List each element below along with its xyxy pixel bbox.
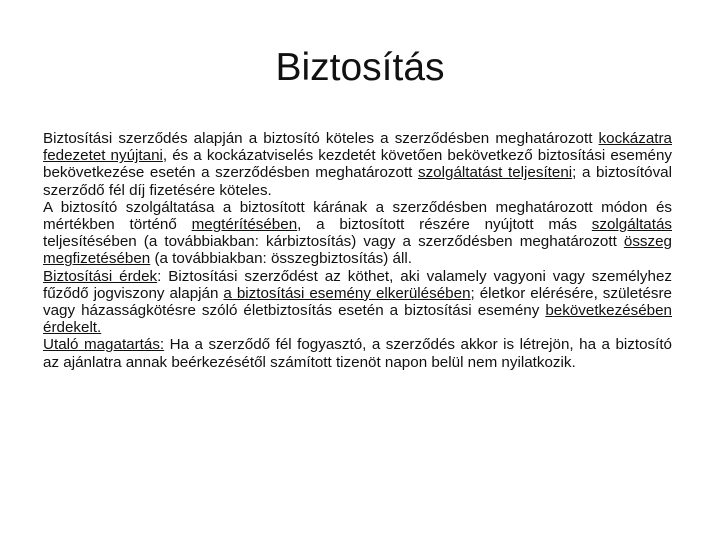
text-segment: teljesítésében (a továbbiakban: kárbiztosítás) vagy a szerződésben meghatározott	[43, 233, 624, 251]
underlined-term: megtérítésében	[191, 216, 298, 234]
text-segment: , a biztosított részére nyújtott más	[297, 216, 592, 234]
underlined-term: szolgáltatás	[591, 216, 672, 234]
paragraph-3	[43, 268, 672, 337]
underlined-term: szolgáltatást teljesíteni	[417, 164, 573, 182]
underlined-term: bekövetkezésében érdekelt.	[43, 302, 672, 337]
slide-title: Biztosítás	[275, 46, 445, 89]
paragraph-1	[43, 130, 672, 199]
text-segment: Ha a szerződő fél fogyasztó, a szerződés akkor is létrejön, ha a biztosító az ajánlatra annak beérkezésétől számított tizenöt napon belül nem nyilatkozik.	[43, 336, 673, 371]
slide-body	[43, 130, 672, 371]
underlined-term: Biztosítási érdek	[43, 267, 158, 285]
text-segment: , és a kockázatviselés kezdetét követően bekövetkező biztosítási esemény bekövetkezése esetén a szerződésben meghatározott	[43, 147, 672, 182]
paragraph-4	[43, 336, 672, 370]
underlined-term: kockázatra fedezetet nyújtani	[43, 130, 672, 165]
underlined-term: a biztosítási esemény elkerülésében	[223, 284, 471, 302]
text-segment: A biztosító szolgáltatása a biztosított kárának a szerződésben meghatározott módon és mértékben történő	[43, 198, 672, 234]
underlined-term: Utaló magatartás:	[43, 336, 165, 354]
text-segment: ; a biztosítóval szerződő fél díj fizetésére köteles.	[43, 164, 672, 199]
text-segment: Biztosítási szerződés alapján a biztosító köteles a szerződésben meghatározott	[43, 130, 599, 147]
paragraph-2	[43, 199, 672, 268]
text-segment: ; életkor elérésére, születésre vagy házasságkötésre szóló életbiztosítás esetén a biztosítási esemény	[43, 284, 672, 320]
text-segment: (a továbbiakban: összegbiztosítás) áll.	[150, 250, 412, 268]
underlined-term: összeg megfizetésében	[43, 233, 672, 268]
text-segment: : Biztosítási szerződést az köthet, aki valamely vagyoni vagy személyhez fűződő jogviszony alapján	[43, 267, 672, 302]
